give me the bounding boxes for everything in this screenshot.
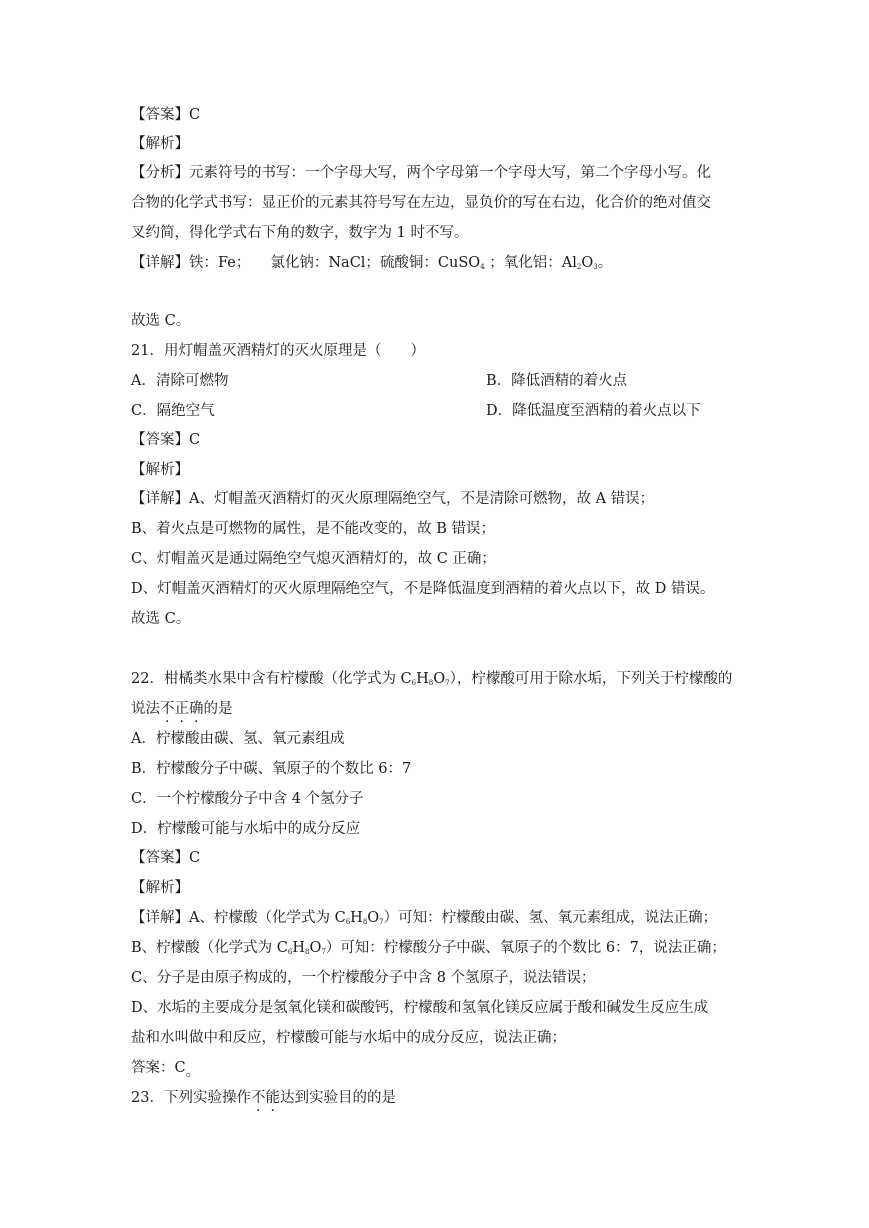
q21-option-c: C．隔绝空气 <box>131 403 215 419</box>
formula-h-subscript: 8 <box>304 948 310 956</box>
detail-label: 【详解】 <box>131 255 189 271</box>
al-subscript: 2 <box>576 263 582 271</box>
q21-detail-d: D、灯帽盖灭酒精灯的灭火原理隔绝空气，不是降低温度到酒精的着火点以下，故 D 错误。 <box>131 581 715 597</box>
emphasis-char: 不 <box>160 701 175 717</box>
o-subscript: 3 <box>593 263 598 271</box>
q20-detail <box>131 253 612 277</box>
q22-conclusion <box>131 1058 200 1078</box>
cuso-text: 硫酸铜：CuSO <box>379 255 481 271</box>
stem-text: 说法 <box>131 701 160 717</box>
q21-answer <box>131 430 200 450</box>
q20-conclusion: 故选 C。 <box>131 313 191 329</box>
q22-detail-c: C、分子是由原子构成的，一个柠檬酸分子中含 8 个氢原子，说法错误； <box>131 970 596 986</box>
fenxi-label: 【分析】 <box>131 165 189 181</box>
q20-fenxi-line3: 叉约简，得化学式右下角的数字，数字为 1 时不写。 <box>131 225 469 241</box>
stem-text: 22．柑橘类水果中含有柠檬酸（化学式为 C <box>131 671 412 687</box>
conclusion-end: 。 <box>185 1064 201 1080</box>
detail-iron: 铁：Fe； <box>189 255 251 271</box>
q21-analysis-label: 【解析】 <box>131 462 189 478</box>
q22-option-c: C．一个柠檬酸分子中含 4 个氢分子 <box>131 791 364 807</box>
al-end: 。 <box>597 255 613 271</box>
q21-conclusion: 故选 C。 <box>131 611 191 627</box>
detail-a-text: A、柠檬酸（化学式为 C <box>189 910 346 926</box>
q21-option-a: A．清除可燃物 <box>131 373 229 389</box>
formula-o-subscript: 7 <box>321 948 326 956</box>
q21-stem: 21．用灯帽盖灭酒精灯的灭火原理是（ ） <box>131 343 425 359</box>
formula-o: O <box>367 910 380 926</box>
q21-option-d: D．降低温度至酒精的着火点以下 <box>486 403 701 419</box>
answer-label: 【答案】 <box>131 432 189 448</box>
detail-a-text: A、灯帽盖灭酒精灯的灭火原理隔绝空气，不是清除可燃物，故 A 错误； <box>189 491 655 507</box>
q22-detail-d2: 盐和水叫做中和反应，柠檬酸可能与水垢中的成分反应，说法正确； <box>131 1030 566 1046</box>
formula-o: O <box>309 940 322 956</box>
q21-detail-a <box>131 489 654 509</box>
detail-nacl: 氯化钠：NaCl； <box>270 255 380 271</box>
answer-label: 【答案】 <box>131 850 189 866</box>
q22-answer <box>131 848 200 868</box>
formula-h-subscript: 8 <box>362 918 368 926</box>
fenxi-text: 元素符号的书写：一个字母大写，两个字母第一个字母大写，第二个字母小写。化 <box>189 165 711 181</box>
detail-al2o3 <box>504 255 612 271</box>
detail-label: 【详解】 <box>131 491 189 507</box>
formula-c-subscript: 6 <box>411 679 417 687</box>
q22-detail-b <box>131 938 726 962</box>
cuso-subscript: 4 <box>480 263 485 271</box>
formula-h: H <box>350 910 363 926</box>
emphasis-char: 确 <box>189 701 204 717</box>
q20-fenxi-line2: 合物的化学式书写：显正价的元素其符号写在左边，显负价的写在右边，化合价的绝对值交 <box>131 195 711 211</box>
detail-label: 【详解】 <box>131 910 189 926</box>
q22-detail-a <box>131 908 717 932</box>
q22-option-b: B．柠檬酸分子中碳、氧原子的个数比 6：7 <box>131 761 412 777</box>
q22-analysis-label: 【解析】 <box>131 880 189 896</box>
q21-detail-b: B、着火点是可燃物的属性，是不能改变的，故 B 错误； <box>131 521 496 537</box>
formula-h-subscript: 8 <box>428 679 434 687</box>
stem-text-end: 的是 <box>203 701 233 717</box>
stem-text-end: 达到实验目的的是 <box>279 1090 396 1106</box>
formula-c-subscript: 6 <box>287 948 293 956</box>
q22-stem-line1 <box>131 669 732 693</box>
emphasis-char: 正 <box>174 701 189 717</box>
stem-text-end: ），柠檬酸可用于除水垢，下列关于柠檬酸的 <box>449 671 733 687</box>
emphasis-char: 不 <box>250 1090 266 1106</box>
emphasis-char: 能 <box>265 1090 280 1106</box>
conclusion-text: 答案：C <box>131 1060 186 1076</box>
q20-analysis-label: 【解析】 <box>131 136 189 152</box>
formula-o-subscript: 7 <box>445 679 450 687</box>
q22-option-a: A．柠檬酸由碳、氢、氧元素组成 <box>131 731 345 747</box>
detail-b-text-end: ）可知：柠檬酸分子中碳、氧原子的个数比 6：7，说法正确； <box>325 940 726 956</box>
al-text: 氧化铝：Al <box>503 255 577 271</box>
o-text: O <box>581 255 594 271</box>
q20-fenxi-line1 <box>131 163 711 183</box>
answer-value: C <box>189 850 201 866</box>
q20-answer <box>131 105 200 125</box>
answer-label: 【答案】 <box>131 107 189 123</box>
formula-h: H <box>292 940 305 956</box>
q22-stem-line2 <box>131 699 233 719</box>
q22-option-d: D．柠檬酸可能与水垢中的成分反应 <box>131 821 361 837</box>
formula-h: H <box>416 671 429 687</box>
cuso-sep: ； <box>484 255 504 271</box>
formula-o: O <box>433 671 446 687</box>
formula-o-subscript: 7 <box>379 918 384 926</box>
q22-detail-d1: D、水垢的主要成分是氢氧化镁和碳酸钙，柠檬酸和氢氧化镁反应属于酸和碱发生反应生成 <box>131 1000 709 1016</box>
detail-b-text: B、柠檬酸（化学式为 C <box>131 940 288 956</box>
stem-text: 23．下列实验操作 <box>131 1090 251 1106</box>
q21-option-b: B．降低酒精的着火点 <box>486 373 628 389</box>
q21-detail-c: C、灯帽盖灭是通过隔绝空气熄灭酒精灯的，故 C 正确； <box>131 551 496 567</box>
answer-value: C <box>189 107 201 123</box>
detail-a-text-end: ）可知：柠檬酸由碳、氢、氧元素组成，说法正确； <box>383 910 718 926</box>
q23-stem <box>131 1088 396 1108</box>
answer-value: C <box>189 432 201 448</box>
detail-cuso <box>380 255 504 271</box>
formula-c-subscript: 6 <box>345 918 351 926</box>
